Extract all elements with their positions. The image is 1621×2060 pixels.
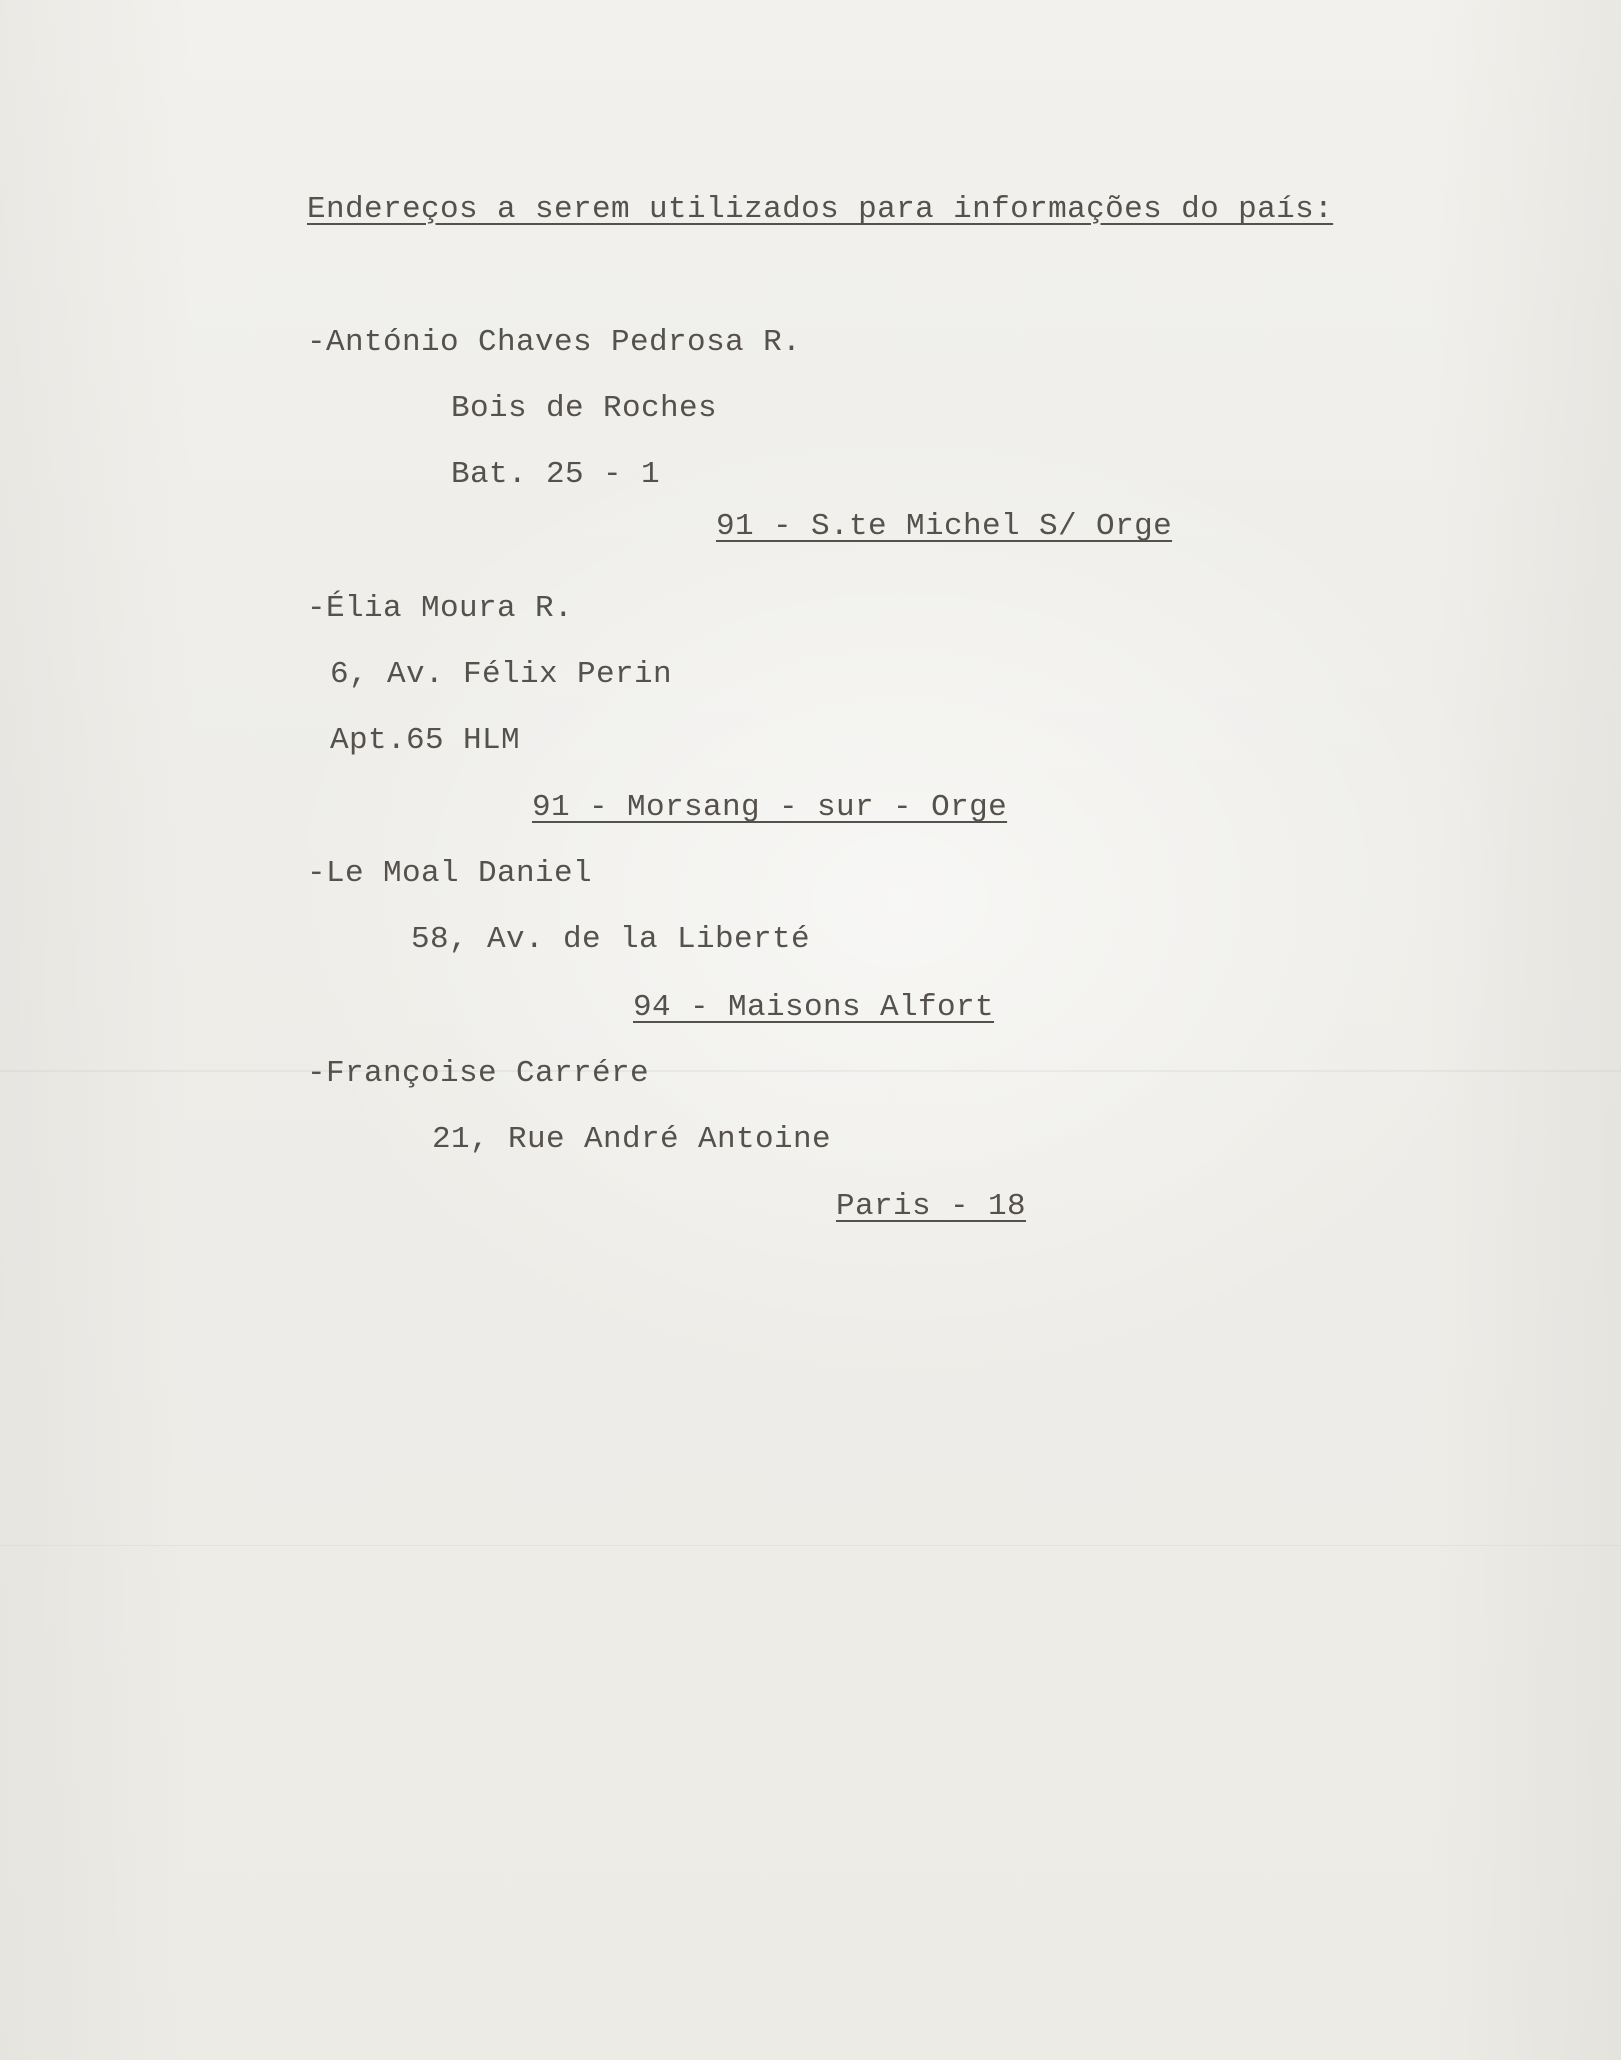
entry-address-line: 58, Av. de la Liberté: [411, 922, 811, 957]
entry-address-line: 21, Rue André Antoine: [432, 1122, 832, 1157]
entry-name: -Élia Moura R.: [307, 591, 574, 626]
entry-name: -Le Moal Daniel: [307, 856, 593, 891]
entry-address-line: Bat. 25 - 1: [451, 457, 661, 492]
entry-address-line: 6, Av. Félix Perin: [330, 657, 673, 692]
entry-address-line: Bois de Roches: [451, 391, 718, 426]
paper-shading-left: [0, 0, 190, 2060]
document-heading: Endereços a serem utilizados para informações do país:: [307, 192, 1334, 227]
entry-name: -Françoise Carrére: [307, 1056, 650, 1091]
paper-crease: [0, 1070, 1621, 1072]
entry-city: 94 - Maisons Alfort: [633, 990, 995, 1025]
entry-address-line: Apt.65 HLM: [330, 723, 521, 758]
entry-city: Paris - 18: [836, 1189, 1027, 1224]
entry-name: -António Chaves Pedrosa R.: [307, 325, 802, 360]
paper-crease: [0, 1545, 1621, 1546]
paper-shading-right: [1431, 0, 1621, 2060]
entry-city: 91 - Morsang - sur - Orge: [532, 790, 1008, 825]
entry-city: 91 - S.te Michel S/ Orge: [716, 509, 1173, 544]
